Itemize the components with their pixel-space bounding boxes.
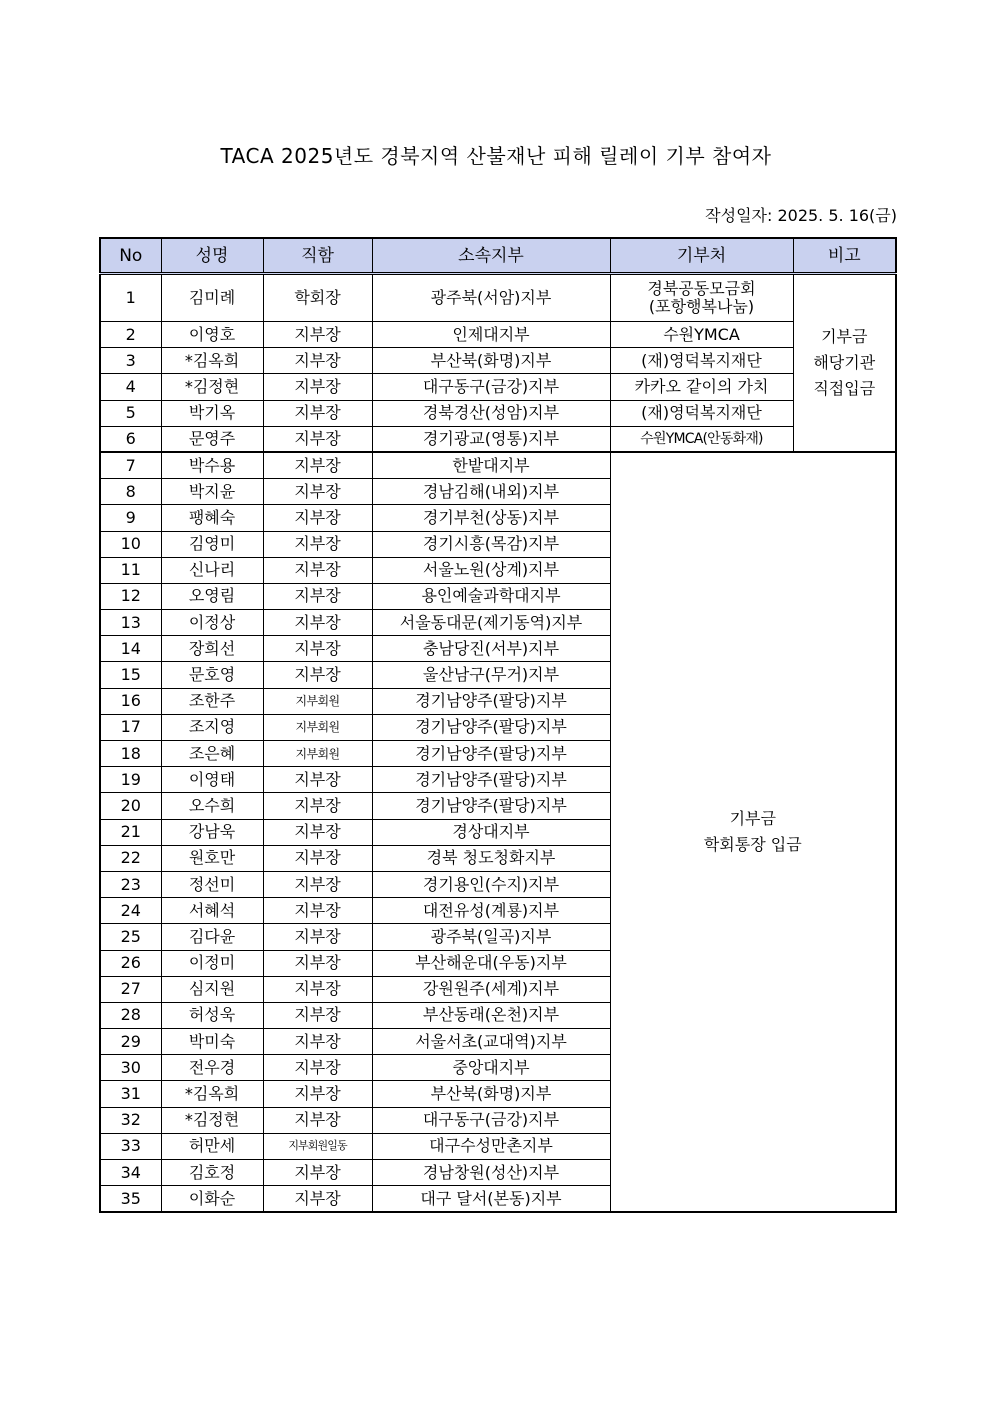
row-name: 문영주	[161, 426, 263, 452]
row-no: 32	[100, 1107, 161, 1133]
row-name: 이화순	[161, 1186, 263, 1212]
recipient-line: (포항행복나눔)	[648, 297, 755, 316]
row-no: 19	[100, 767, 161, 793]
row-name: 이정상	[161, 610, 263, 636]
row-branch: 경북 청도청화지부	[372, 845, 610, 871]
header-row	[100, 238, 896, 274]
row-no: 2	[100, 322, 161, 348]
row-name: 이영호	[161, 322, 263, 348]
header-title: 직함	[263, 238, 372, 274]
row-no: 35	[100, 1186, 161, 1212]
row-title: 지부회원	[263, 688, 372, 714]
row-no: 25	[100, 924, 161, 950]
row-branch: 부산북(화명)지부	[372, 348, 610, 374]
row-title: 지부장	[263, 845, 372, 871]
table-row	[100, 426, 896, 452]
donor-table	[99, 237, 897, 1213]
row-branch: 광주북(서암)지부	[372, 274, 610, 322]
row-no: 1	[100, 274, 161, 322]
row-no: 6	[100, 426, 161, 452]
row-no: 14	[100, 636, 161, 662]
date-label: 작성일자: 2025. 5. 16(금)	[705, 206, 897, 225]
row-name: 김영미	[161, 531, 263, 557]
row-name: 문호영	[161, 662, 263, 688]
row-recipient: 카카오 같이의 가치	[610, 374, 793, 400]
row-no: 8	[100, 479, 161, 505]
header-name: 성명	[161, 238, 263, 274]
row-name: 김호정	[161, 1160, 263, 1186]
row-no: 13	[100, 610, 161, 636]
row-branch: 경기남양주(팔당)지부	[372, 714, 610, 740]
table-row	[100, 374, 896, 400]
table-row	[100, 400, 896, 426]
row-branch: 강원원주(세계)지부	[372, 976, 610, 1002]
row-no: 23	[100, 871, 161, 897]
row-title: 지부장	[263, 426, 372, 452]
header-recipient: 기부처	[610, 238, 793, 274]
row-branch: 경기시흥(목감)지부	[372, 531, 610, 557]
row-title: 지부장	[263, 924, 372, 950]
row-name: 신나리	[161, 557, 263, 583]
row-branch: 경기남양주(팔당)지부	[372, 767, 610, 793]
header-note: 비고	[793, 238, 896, 274]
row-title: 지부장	[263, 479, 372, 505]
row-name: 정선미	[161, 871, 263, 897]
row-recipient: 수원YMCA	[610, 322, 793, 348]
row-branch: 경남김해(내외)지부	[372, 479, 610, 505]
row-branch: 충남당진(서부)지부	[372, 636, 610, 662]
row-title: 지부장	[263, 662, 372, 688]
row-branch: 경기남양주(팔당)지부	[372, 688, 610, 714]
row-no: 7	[100, 452, 161, 478]
row-name: 원호만	[161, 845, 263, 871]
row-branch: 대구동구(금강)지부	[372, 1107, 610, 1133]
row-branch: 경기광교(영통)지부	[372, 426, 610, 452]
row-no: 17	[100, 714, 161, 740]
row-branch: 대구 달서(본동)지부	[372, 1186, 610, 1212]
row-branch: 서울서초(교대역)지부	[372, 1029, 610, 1055]
row-name: 팽혜숙	[161, 505, 263, 531]
row-no: 22	[100, 845, 161, 871]
row-no: 9	[100, 505, 161, 531]
header-no: No	[100, 238, 161, 274]
row-name: 강남욱	[161, 819, 263, 845]
row-title: 지부장	[263, 871, 372, 897]
row-recipient: 수원YMCA(안동화재)	[610, 426, 793, 452]
row-branch: 대구동구(금강)지부	[372, 374, 610, 400]
row-recipient: (재)영덕복지재단	[610, 400, 793, 426]
note-society-account	[610, 452, 896, 1211]
note-direct-deposit	[793, 274, 896, 453]
row-no: 4	[100, 374, 161, 400]
row-no: 10	[100, 531, 161, 557]
row-branch: 경남창원(성산)지부	[372, 1160, 610, 1186]
row-no: 26	[100, 950, 161, 976]
row-title: 지부장	[263, 767, 372, 793]
note-line: 학회통장 입금	[703, 835, 802, 855]
table-body	[100, 274, 896, 1212]
row-name: *김옥희	[161, 1081, 263, 1107]
row-name: 이정미	[161, 950, 263, 976]
row-name: 박지윤	[161, 479, 263, 505]
row-title: 지부장	[263, 793, 372, 819]
row-branch: 대전유성(계룡)지부	[372, 898, 610, 924]
row-branch: 울산남구(무거)지부	[372, 662, 610, 688]
row-title: 지부장	[263, 1081, 372, 1107]
row-name: *김정현	[161, 1107, 263, 1133]
row-name: 장희선	[161, 636, 263, 662]
row-title: 지부장	[263, 1055, 372, 1081]
row-branch: 중앙대지부	[372, 1055, 610, 1081]
row-branch: 경상대지부	[372, 819, 610, 845]
row-no: 33	[100, 1133, 161, 1159]
row-branch: 경기부천(상동)지부	[372, 505, 610, 531]
row-no: 12	[100, 583, 161, 609]
row-title: 지부장	[263, 400, 372, 426]
row-title: 지부장	[263, 452, 372, 478]
row-title: 지부장	[263, 898, 372, 924]
row-title: 지부장	[263, 1107, 372, 1133]
row-title: 지부장	[263, 819, 372, 845]
row-title: 지부장	[263, 322, 372, 348]
row-name: 김다윤	[161, 924, 263, 950]
row-no: 18	[100, 741, 161, 767]
row-no: 28	[100, 1002, 161, 1028]
table-row	[100, 452, 896, 478]
row-branch: 한밭대지부	[372, 452, 610, 478]
row-no: 11	[100, 557, 161, 583]
row-name: *김옥희	[161, 348, 263, 374]
row-branch: 경북경산(성암)지부	[372, 400, 610, 426]
row-name: 박미숙	[161, 1029, 263, 1055]
row-no: 34	[100, 1160, 161, 1186]
row-branch: 경기용인(수지)지부	[372, 871, 610, 897]
row-name: 박기옥	[161, 400, 263, 426]
document-title: TACA 2025년도 경북지역 산불재난 피해 릴레이 기부 참여자	[220, 144, 772, 168]
row-name: 이영태	[161, 767, 263, 793]
row-branch: 경기남양주(팔당)지부	[372, 741, 610, 767]
row-branch: 부산북(화명)지부	[372, 1081, 610, 1107]
row-name: 김미례	[161, 274, 263, 322]
row-title: 지부장	[263, 505, 372, 531]
row-name: 오영림	[161, 583, 263, 609]
note-line: 기부금	[821, 327, 868, 347]
row-title: 지부회원	[263, 741, 372, 767]
row-branch: 서울노원(상계)지부	[372, 557, 610, 583]
row-branch: 용인예술과학대지부	[372, 583, 610, 609]
row-no: 31	[100, 1081, 161, 1107]
row-name: 허성욱	[161, 1002, 263, 1028]
recipient-line: 경북공동모금회	[647, 279, 756, 298]
table-row	[100, 274, 896, 322]
row-title: 지부장	[263, 1186, 372, 1212]
row-recipient: (재)영덕복지재단	[610, 348, 793, 374]
row-title: 지부장	[263, 557, 372, 583]
row-branch: 부산해운대(우동)지부	[372, 950, 610, 976]
row-title: 지부회원	[263, 714, 372, 740]
row-no: 21	[100, 819, 161, 845]
row-no: 16	[100, 688, 161, 714]
row-name: 서혜석	[161, 898, 263, 924]
note-line: 해당기관	[813, 353, 876, 373]
row-title: 학회장	[263, 274, 372, 322]
row-name: 허만세	[161, 1133, 263, 1159]
row-branch: 경기남양주(팔당)지부	[372, 793, 610, 819]
row-branch: 부산동래(온천)지부	[372, 1002, 610, 1028]
row-title: 지부장	[263, 950, 372, 976]
row-title: 지부장	[263, 348, 372, 374]
table-row	[100, 348, 896, 374]
note-line: 직접입금	[813, 379, 876, 399]
row-no: 30	[100, 1055, 161, 1081]
table-row	[100, 322, 896, 348]
row-name: 전우경	[161, 1055, 263, 1081]
row-name: 조한주	[161, 688, 263, 714]
row-branch: 대구수성만촌지부	[372, 1133, 610, 1159]
row-title: 지부장	[263, 1002, 372, 1028]
row-name: 박수용	[161, 452, 263, 478]
row-no: 15	[100, 662, 161, 688]
row-no: 24	[100, 898, 161, 924]
note-line: 기부금	[729, 809, 776, 829]
row-branch: 인제대지부	[372, 322, 610, 348]
header-branch: 소속지부	[372, 238, 610, 274]
row-no: 5	[100, 400, 161, 426]
row-title: 지부장	[263, 531, 372, 557]
row-no: 20	[100, 793, 161, 819]
row-name: 조지영	[161, 714, 263, 740]
row-recipient	[610, 274, 793, 322]
row-name: 오수희	[161, 793, 263, 819]
row-title: 지부장	[263, 583, 372, 609]
row-name: *김정현	[161, 374, 263, 400]
row-no: 3	[100, 348, 161, 374]
row-title: 지부장	[263, 636, 372, 662]
row-name: 조은혜	[161, 741, 263, 767]
row-title: 지부회원일동	[263, 1133, 372, 1159]
row-title: 지부장	[263, 610, 372, 636]
row-title: 지부장	[263, 976, 372, 1002]
row-branch: 광주북(일곡)지부	[372, 924, 610, 950]
row-no: 29	[100, 1029, 161, 1055]
row-name: 심지원	[161, 976, 263, 1002]
row-no: 27	[100, 976, 161, 1002]
row-title: 지부장	[263, 1160, 372, 1186]
row-title: 지부장	[263, 374, 372, 400]
row-branch: 서울동대문(제기동역)지부	[372, 610, 610, 636]
row-title: 지부장	[263, 1029, 372, 1055]
